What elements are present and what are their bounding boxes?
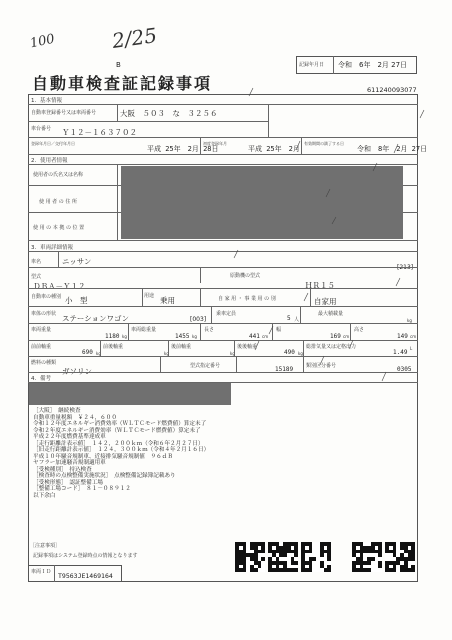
remarks-line: 自動車重量税額 ￥２４，６００ (33, 414, 117, 421)
registration-date-label: 登録年月日／交付年月日 (31, 141, 75, 146)
remarks-line: ［受検種別］ 持込検査 (33, 466, 92, 473)
rear-rear-axle-label: 後後軸重 (237, 344, 258, 350)
registration-date-value: 平成 25年 2月 28日 (147, 145, 219, 153)
length-value: 441 (249, 333, 260, 340)
rear-front-axle-label: 後前軸重 (171, 344, 192, 350)
remarks-line: 以下余白 (33, 492, 56, 499)
use-label: 用途 (144, 293, 155, 299)
model-value: ＤＢＡ－Ｙ１２ (33, 282, 86, 291)
rear-rear-axle-unit: kg (298, 351, 303, 356)
rear-rear-axle-value: 490 (284, 349, 295, 356)
section-basic-title: 1．基本情報 (31, 98, 62, 104)
record-date-label: 記録年月日 (299, 62, 325, 68)
remarks-line: 令和１２年度エネルギー消費効率（ＷＬＴＣモード燃費値）算定未了 (33, 421, 207, 427)
engine-model-value: ＨＲ１５ (305, 281, 335, 290)
capacity-value: 5 (287, 315, 291, 322)
first-registration-label: 初度登録年月 (203, 141, 227, 146)
registration-number-label: 自動車登録番号又は車両番号 (31, 110, 97, 116)
displacement-unit: L (410, 346, 413, 351)
width-value: 169 (330, 333, 341, 340)
width-unit: cm (343, 334, 350, 339)
notes-label: ［注意事項］ (30, 543, 61, 549)
designation-number-label: 型式指定番号 (190, 363, 221, 369)
remarks-line: ［検査時の点検整備実施状況］ 点検整備記録簿記載あり (33, 473, 176, 479)
gross-weight-value: 1455 (175, 333, 190, 340)
fuel-type-label: 燃料の種類 (31, 360, 57, 366)
front-front-axle-value: 690 (82, 349, 93, 356)
remarks-line: 平成１０年騒音規制車、近接排気騒音規制値 ９６ｄＢ (33, 453, 173, 460)
user-address-label: 使 用 者 の 住 所 (39, 199, 77, 205)
maker-label: 車名 (31, 259, 42, 265)
front-rear-axle-label: 前後軸重 (103, 344, 124, 350)
max-load-label: 最大積載量 (318, 311, 344, 317)
qr-code-icon (268, 542, 298, 572)
handwritten-fraction: 2/25 (110, 22, 159, 54)
height-label: 高さ (354, 327, 365, 333)
expiry-date-label: 有効期間の満了する日 (304, 141, 344, 146)
notes-text: 記録事項はシステム登録時点の情報となります (33, 553, 138, 559)
gross-weight-label: 車両総重量 (131, 327, 157, 333)
section-remarks-title: 4．備考 (31, 376, 51, 382)
designation-number-value: 15189 (275, 366, 294, 373)
category-number-label: 類別区分番号 (306, 363, 337, 369)
remarks-line: ［走行距離計表示値］ １４２，２００ｋｍ（令和６年２月２７日） (33, 440, 204, 447)
base-location-label: 使 用 の 本 拠 の 位 置 (33, 225, 85, 231)
remarks-line: ［大阪］ 継続検査 (33, 408, 81, 414)
vehicle-weight-label: 車両重量 (31, 327, 52, 333)
body-shape-value: ステーションワゴン (62, 314, 130, 323)
capacity-label: 乗車定員 (216, 311, 237, 317)
displacement-value: 1.49 (393, 349, 408, 356)
section-user-title: 2．使用者情報 (31, 158, 68, 164)
vehicle-id-value: T9563JE1469164 (58, 572, 113, 580)
document-title: 自動車検査証記録事項 (32, 74, 213, 93)
document-number: 611240093077 (367, 86, 417, 94)
height-unit: cm (410, 334, 417, 339)
qr-code-icon (235, 542, 265, 572)
length-unit: cm (262, 334, 269, 339)
gross-weight-unit: kg (192, 334, 197, 339)
capacity-unit: 人 (294, 317, 300, 323)
use-value: 乗用 (160, 296, 175, 305)
body-shape-code: [003] (190, 316, 207, 323)
front-front-axle-unit: kg (96, 351, 101, 356)
expiry-date-value: 令和 8年 2月 27日 (357, 145, 428, 153)
engine-model-label: 原動機の型式 (230, 273, 261, 279)
qr-code-icon (301, 542, 331, 572)
vehicle-type-label: 自動車の種別 (31, 294, 62, 300)
body-shape-label: 車体の形状 (31, 311, 57, 317)
front-rear-axle-unit: kg (164, 351, 169, 356)
maker-code: [213] (397, 264, 414, 271)
width-label: 幅 (276, 327, 282, 333)
length-label: 長さ (204, 327, 215, 333)
vehicle-type-value: 小 型 (65, 296, 88, 305)
user-info-redaction (121, 166, 403, 239)
user-name-label: 使用者の氏名又は名称 (33, 172, 84, 178)
handwritten-number: 100 (28, 31, 57, 52)
height-value: 149 (397, 333, 408, 340)
remarks-line: ［受検形態］ 認証整備工場 (33, 479, 103, 486)
class-letter: B (116, 61, 121, 69)
record-date-value: 令和 6年 2月 27日 (338, 61, 408, 69)
remarks-text (33, 408, 209, 499)
vehicle-weight-value: 1180 (105, 333, 120, 340)
model-label: 型式 (31, 274, 42, 280)
max-load-unit: kg (407, 318, 412, 323)
business-type-value: 自家用 (314, 297, 337, 306)
displacement-label: 総排気量又は定格出力 (306, 344, 357, 350)
vehicle-weight-unit: kg (122, 334, 127, 339)
business-type-label: 自 家 用 ・ 事 業 用 の 別 (218, 296, 276, 302)
remarks-line: 令和２年度エネルギー消費効率（ＷＬＴＣモード燃費値）算定未了 (33, 427, 201, 434)
registration-number-value: 大阪 ５０３ な ３２５６ (120, 109, 218, 118)
chassis-number-label: 車台番号 (31, 126, 52, 132)
section-detail-title: 3．車両詳細情報 (31, 245, 73, 251)
remarks-line: ヤフラー加速騒音規制適用車 (33, 460, 106, 466)
maker-value: ニッサン (62, 257, 92, 266)
remarks-line: ［整備工場コード］ ８１－０８９１２ (33, 486, 131, 492)
qr-code-icon (352, 542, 382, 572)
fuel-type-value: ガソリン (62, 367, 92, 376)
first-registration-value: 平成 25年 2月 (248, 145, 300, 153)
chassis-number-value: Ｙ１２－１６３７０２ (62, 128, 137, 137)
vehicle-id-label: 車両ＩＤ (31, 569, 52, 575)
rear-front-axle-unit: kg (230, 351, 235, 356)
category-number-value: 0305 (397, 366, 412, 373)
front-front-axle-label: 前前軸重 (31, 344, 52, 350)
remarks-line: ［旧走行距離計表示値］ １２４，３００ｋｍ（令和４年２月１６日） (33, 447, 210, 453)
remarks-line: 平成２２年度燃費基準達成車 (33, 434, 106, 440)
remarks-redaction (29, 383, 231, 405)
qr-code-icon (385, 542, 415, 572)
